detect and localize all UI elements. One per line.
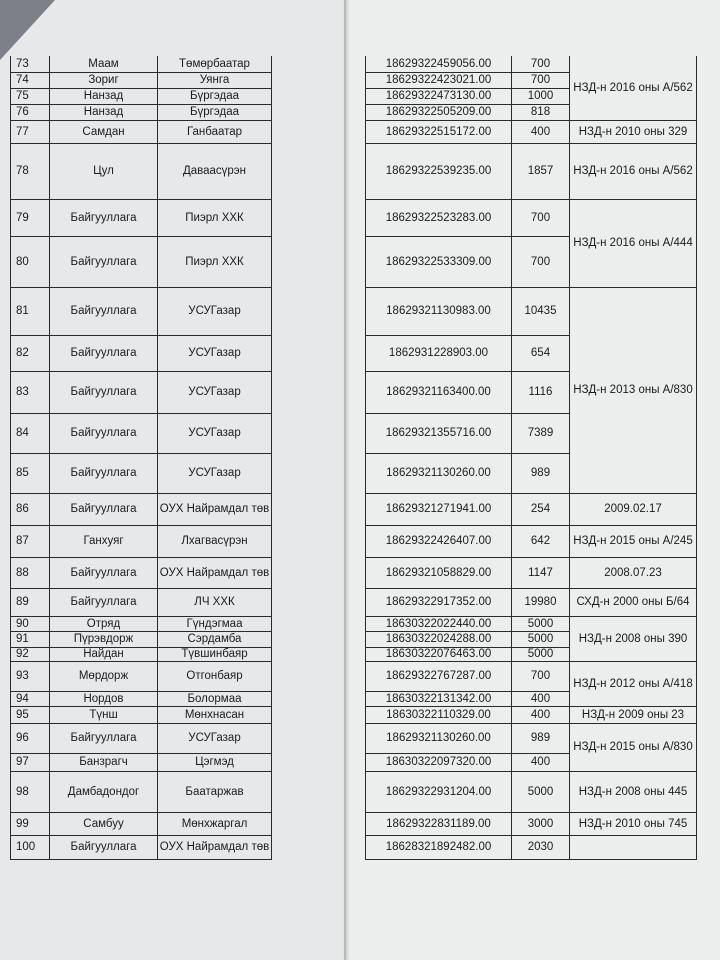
amount-cell: 1000	[512, 89, 570, 105]
account-number-cell: 18629322917352.00	[365, 589, 512, 617]
row-number: 83	[10, 372, 50, 414]
surname-cell: УСУГазар	[158, 414, 272, 454]
account-number-cell: 18629322523283.00	[365, 200, 512, 237]
row-number: 88	[10, 558, 50, 589]
account-number-cell: 18630322076463.00	[365, 648, 512, 662]
name-cell: Найдан	[50, 648, 158, 662]
note-cell: НЗД-н 2009 оны 23	[570, 707, 697, 724]
note-merged-cell: НЗД-н 2016 оны А/444	[570, 200, 697, 288]
amount-cell: 3000	[512, 813, 570, 836]
account-number-cell: 18628321892482.00	[365, 836, 512, 860]
surname-cell: УСУГазар	[158, 454, 272, 494]
account-number-cell: 18629322931204.00	[365, 772, 512, 813]
account-number-cell: 18629322473130.00	[365, 89, 512, 105]
surname-cell: Гүндэгмаа	[158, 617, 272, 632]
name-cell: Байгууллага	[50, 237, 158, 288]
name-cell: Мөрдорж	[50, 662, 158, 692]
account-number-cell: 18629321163400.00	[365, 372, 512, 414]
amount-cell: 1147	[512, 558, 570, 589]
note-cell: НЗД-н 2016 оны А/562	[570, 144, 697, 200]
row-number: 77	[10, 121, 50, 144]
name-cell: Цул	[50, 144, 158, 200]
row-number: 95	[10, 707, 50, 724]
row-number: 73	[10, 56, 50, 73]
amount-cell: 642	[512, 526, 570, 558]
surname-cell: ОУХ Найрамдал төв	[158, 558, 272, 589]
row-number: 81	[10, 288, 50, 336]
note-cell: 2008.07.23	[570, 558, 697, 589]
name-cell: Байгууллага	[50, 200, 158, 237]
amount-cell: 700	[512, 56, 570, 73]
surname-cell: Мөнхнасан	[158, 707, 272, 724]
row-number: 74	[10, 73, 50, 89]
amount-cell: 400	[512, 754, 570, 772]
amount-cell: 700	[512, 662, 570, 692]
dark-corner	[0, 0, 55, 60]
name-cell: Нанзад	[50, 89, 158, 105]
name-cell: Байгууллага	[50, 414, 158, 454]
account-number-cell: 18630322131342.00	[365, 692, 512, 707]
surname-cell: Пиэрл ХХК	[158, 237, 272, 288]
right-paper-sheet	[346, 0, 720, 960]
row-number: 82	[10, 336, 50, 372]
row-number: 94	[10, 692, 50, 707]
amount-cell: 5000	[512, 617, 570, 632]
account-number-cell: 18629322423021.00	[365, 73, 512, 89]
amount-cell: 1116	[512, 372, 570, 414]
surname-cell: Ганбаатар	[158, 121, 272, 144]
note-cell: 2009.02.17	[570, 494, 697, 526]
amount-cell: 400	[512, 707, 570, 724]
surname-cell: УСУГазар	[158, 724, 272, 754]
row-number: 92	[10, 648, 50, 662]
name-cell: Пүрэвдорж	[50, 632, 158, 648]
surname-cell: ЛЧ ХХК	[158, 589, 272, 617]
account-number-cell: 18630322024288.00	[365, 632, 512, 648]
row-number: 75	[10, 89, 50, 105]
account-number-cell: 1862931228903.00	[365, 336, 512, 372]
name-cell: Нанзад	[50, 105, 158, 121]
account-number-cell: 18629322831189.00	[365, 813, 512, 836]
row-number: 86	[10, 494, 50, 526]
account-number-cell: 18629321355716.00	[365, 414, 512, 454]
row-number: 84	[10, 414, 50, 454]
note-merged-cell: НЗД-н 2013 оны А/830	[570, 288, 697, 494]
amount-cell: 700	[512, 200, 570, 237]
account-number-cell: 18629322459056.00	[365, 56, 512, 73]
name-cell: Самдан	[50, 121, 158, 144]
row-number: 89	[10, 589, 50, 617]
note-merged-cell: НЗД-н 2016 оны А/562	[570, 56, 697, 121]
row-number: 93	[10, 662, 50, 692]
account-number-cell: 18629322515172.00	[365, 121, 512, 144]
note-merged-cell: НЗД-н 2012 оны А/418	[570, 662, 697, 707]
amount-cell: 5000	[512, 632, 570, 648]
surname-cell: ОУХ Найрамдал төв	[158, 836, 272, 860]
surname-cell: Бүргэдаа	[158, 89, 272, 105]
name-cell: Банзрагч	[50, 754, 158, 772]
amount-cell: 989	[512, 724, 570, 754]
name-cell: Байгууллага	[50, 724, 158, 754]
name-cell: Маам	[50, 56, 158, 73]
surname-cell: Мөнхжаргал	[158, 813, 272, 836]
note-cell: НЗД-н 2010 оны 745	[570, 813, 697, 836]
name-cell: Зориг	[50, 73, 158, 89]
row-number: 87	[10, 526, 50, 558]
account-number-cell: 18629322426407.00	[365, 526, 512, 558]
surname-cell: Пиэрл ХХК	[158, 200, 272, 237]
amount-cell: 2030	[512, 836, 570, 860]
name-cell: Байгууллага	[50, 494, 158, 526]
account-number-cell: 18629321271941.00	[365, 494, 512, 526]
amount-cell: 700	[512, 73, 570, 89]
row-number: 97	[10, 754, 50, 772]
amount-cell: 700	[512, 237, 570, 288]
account-number-cell: 18629322767287.00	[365, 662, 512, 692]
account-number-cell: 18630322110329.00	[365, 707, 512, 724]
surname-cell: Цэгмэд	[158, 754, 272, 772]
row-number: 98	[10, 772, 50, 813]
note-merged-cell: НЗД-н 2008 оны 390	[570, 617, 697, 662]
account-number-cell: 18629321130260.00	[365, 454, 512, 494]
note-cell	[570, 836, 697, 860]
name-cell: Отряд	[50, 617, 158, 632]
name-cell: Байгууллага	[50, 454, 158, 494]
amount-cell: 400	[512, 692, 570, 707]
note-cell: СХД-н 2000 оны Б/64	[570, 589, 697, 617]
amount-cell: 818	[512, 105, 570, 121]
surname-cell: УСУГазар	[158, 372, 272, 414]
account-number-cell: 18629321058829.00	[365, 558, 512, 589]
row-number: 80	[10, 237, 50, 288]
surname-cell: УСУГазар	[158, 336, 272, 372]
surname-cell: Болормаа	[158, 692, 272, 707]
account-number-cell: 18629322533309.00	[365, 237, 512, 288]
account-number-cell: 18630322022440.00	[365, 617, 512, 632]
name-cell: Ганхуяг	[50, 526, 158, 558]
surname-cell: Сэрдамба	[158, 632, 272, 648]
amount-cell: 10435	[512, 288, 570, 336]
row-number: 85	[10, 454, 50, 494]
name-cell: Байгууллага	[50, 836, 158, 860]
left-paper-sheet	[0, 0, 346, 960]
name-cell: Байгууллага	[50, 589, 158, 617]
amount-cell: 7389	[512, 414, 570, 454]
note-cell: НЗД-н 2008 оны 445	[570, 772, 697, 813]
surname-cell: Уянга	[158, 73, 272, 89]
surname-cell: Отгонбаяр	[158, 662, 272, 692]
name-cell: Дамбадондог	[50, 772, 158, 813]
account-number-cell: 18630322097320.00	[365, 754, 512, 772]
row-number: 96	[10, 724, 50, 754]
amount-cell: 989	[512, 454, 570, 494]
amount-cell: 654	[512, 336, 570, 372]
name-cell: Түнш	[50, 707, 158, 724]
surname-cell: Лхагвасүрэн	[158, 526, 272, 558]
row-number: 76	[10, 105, 50, 121]
paper-fold-shadow	[344, 0, 350, 960]
row-number: 78	[10, 144, 50, 200]
amount-cell: 1857	[512, 144, 570, 200]
name-cell: Байгууллага	[50, 372, 158, 414]
name-cell: Байгууллага	[50, 288, 158, 336]
amount-cell: 19980	[512, 589, 570, 617]
account-number-cell: 18629322539235.00	[365, 144, 512, 200]
surname-cell: Даваасүрэн	[158, 144, 272, 200]
account-number-cell: 18629321130983.00	[365, 288, 512, 336]
note-merged-cell: НЗД-н 2015 оны А/830	[570, 724, 697, 772]
row-number: 79	[10, 200, 50, 237]
note-cell: НЗД-н 2010 оны 329	[570, 121, 697, 144]
row-number: 99	[10, 813, 50, 836]
row-number: 90	[10, 617, 50, 632]
name-cell: Самбуу	[50, 813, 158, 836]
amount-cell: 5000	[512, 772, 570, 813]
surname-cell: Баатаржав	[158, 772, 272, 813]
amount-cell: 5000	[512, 648, 570, 662]
surname-cell: Түвшинбаяр	[158, 648, 272, 662]
name-cell: Байгууллага	[50, 558, 158, 589]
amount-cell: 254	[512, 494, 570, 526]
surname-cell: УСУГазар	[158, 288, 272, 336]
row-number: 91	[10, 632, 50, 648]
amount-cell: 400	[512, 121, 570, 144]
surname-cell: Төмөрбаатар	[158, 56, 272, 73]
note-cell: НЗД-н 2015 оны А/245	[570, 526, 697, 558]
surname-cell: ОУХ Найрамдал төв	[158, 494, 272, 526]
account-number-cell: 18629321130260.00	[365, 724, 512, 754]
name-cell: Нордов	[50, 692, 158, 707]
surname-cell: Бүргэдаа	[158, 105, 272, 121]
row-number: 100	[10, 836, 50, 860]
name-cell: Байгууллага	[50, 336, 158, 372]
account-number-cell: 18629322505209.00	[365, 105, 512, 121]
